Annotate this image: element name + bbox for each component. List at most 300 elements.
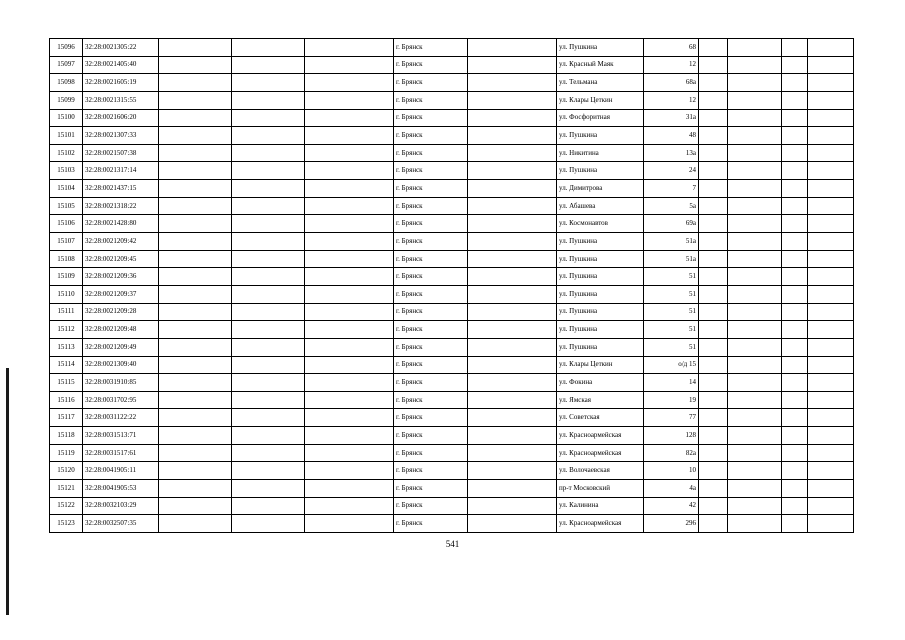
- empty-cell: [305, 497, 394, 515]
- empty-cell: [159, 391, 232, 409]
- empty-cell: [728, 515, 782, 533]
- row-number-cell: 15097: [50, 56, 83, 74]
- empty-cell: [782, 268, 808, 286]
- empty-cell: [232, 268, 305, 286]
- street-cell: ул. Пушкина: [557, 285, 644, 303]
- row-number-cell: 15115: [50, 374, 83, 392]
- empty-cell: [468, 74, 557, 92]
- empty-cell: [468, 127, 557, 145]
- empty-cell: [468, 250, 557, 268]
- table-row: [50, 74, 854, 92]
- cadastral-number-cell: 32:28:0021209:49: [83, 338, 159, 356]
- empty-cell: [305, 197, 394, 215]
- empty-cell: [159, 497, 232, 515]
- row-number-cell: 15119: [50, 444, 83, 462]
- table-row: [50, 127, 854, 145]
- empty-cell: [808, 144, 854, 162]
- row-number-cell: 15121: [50, 480, 83, 498]
- city-cell: г. Брянск: [394, 74, 468, 92]
- empty-cell: [808, 91, 854, 109]
- empty-cell: [305, 374, 394, 392]
- city-cell: г. Брянск: [394, 338, 468, 356]
- empty-cell: [468, 215, 557, 233]
- city-cell: г. Брянск: [394, 497, 468, 515]
- empty-cell: [808, 462, 854, 480]
- cadastral-number-cell: 32:28:0021209:45: [83, 250, 159, 268]
- cadastral-number-cell: 32:28:0021405:40: [83, 56, 159, 74]
- row-number-cell: 15104: [50, 180, 83, 198]
- row-number-cell: 15118: [50, 427, 83, 445]
- house-number-cell: 77: [644, 409, 699, 427]
- empty-cell: [159, 374, 232, 392]
- empty-cell: [782, 497, 808, 515]
- empty-cell: [808, 356, 854, 374]
- empty-cell: [159, 109, 232, 127]
- empty-cell: [808, 338, 854, 356]
- table-row: [50, 162, 854, 180]
- empty-cell: [782, 321, 808, 339]
- city-cell: г. Брянск: [394, 444, 468, 462]
- empty-cell: [305, 144, 394, 162]
- cadastral-number-cell: 32:28:0041905:11: [83, 462, 159, 480]
- empty-cell: [305, 480, 394, 498]
- cadastral-number-cell: 32:28:0021209:28: [83, 303, 159, 321]
- empty-cell: [305, 427, 394, 445]
- cadastral-number-cell: 32:28:0031910:85: [83, 374, 159, 392]
- empty-cell: [468, 268, 557, 286]
- empty-cell: [468, 338, 557, 356]
- row-number-cell: 15106: [50, 215, 83, 233]
- empty-cell: [468, 39, 557, 57]
- row-number-cell: 15112: [50, 321, 83, 339]
- empty-cell: [468, 409, 557, 427]
- city-cell: г. Брянск: [394, 162, 468, 180]
- empty-cell: [159, 56, 232, 74]
- table-row: [50, 427, 854, 445]
- street-cell: ул. Пушкина: [557, 250, 644, 268]
- city-cell: г. Брянск: [394, 409, 468, 427]
- empty-cell: [468, 444, 557, 462]
- empty-cell: [305, 91, 394, 109]
- empty-cell: [782, 374, 808, 392]
- table-row: [50, 321, 854, 339]
- cadastral-number-cell: 32:28:0021317:14: [83, 162, 159, 180]
- empty-cell: [305, 515, 394, 533]
- empty-cell: [808, 250, 854, 268]
- cadastral-number-cell: 32:28:0031513:71: [83, 427, 159, 445]
- table-row: [50, 215, 854, 233]
- empty-cell: [782, 197, 808, 215]
- empty-cell: [699, 250, 728, 268]
- empty-cell: [305, 233, 394, 251]
- empty-cell: [232, 444, 305, 462]
- empty-cell: [808, 409, 854, 427]
- empty-cell: [468, 391, 557, 409]
- cadastral-number-cell: 32:28:0021428:80: [83, 215, 159, 233]
- cadastral-number-cell: 32:28:0021318:22: [83, 197, 159, 215]
- empty-cell: [699, 444, 728, 462]
- empty-cell: [728, 427, 782, 445]
- empty-cell: [159, 285, 232, 303]
- empty-cell: [232, 74, 305, 92]
- empty-cell: [699, 56, 728, 74]
- house-number-cell: 13а: [644, 144, 699, 162]
- cadastral-number-cell: 32:28:0031122:22: [83, 409, 159, 427]
- table-row: [50, 497, 854, 515]
- empty-cell: [699, 427, 728, 445]
- house-number-cell: о/д 15: [644, 356, 699, 374]
- empty-cell: [159, 91, 232, 109]
- cadastral-number-cell: 32:28:0031702:95: [83, 391, 159, 409]
- empty-cell: [782, 39, 808, 57]
- empty-cell: [728, 462, 782, 480]
- empty-cell: [728, 180, 782, 198]
- row-number-cell: 15100: [50, 109, 83, 127]
- street-cell: ул. Пушкина: [557, 268, 644, 286]
- empty-cell: [699, 109, 728, 127]
- row-number-cell: 15099: [50, 91, 83, 109]
- cadastral-number-cell: 32:28:0032103:29: [83, 497, 159, 515]
- city-cell: г. Брянск: [394, 39, 468, 57]
- empty-cell: [728, 285, 782, 303]
- empty-cell: [232, 480, 305, 498]
- empty-cell: [468, 197, 557, 215]
- street-cell: пр-т Московский: [557, 480, 644, 498]
- table-row: [50, 197, 854, 215]
- cadastral-number-cell: 32:28:0021507:38: [83, 144, 159, 162]
- empty-cell: [699, 215, 728, 233]
- empty-cell: [808, 515, 854, 533]
- table-row: [50, 356, 854, 374]
- empty-cell: [808, 480, 854, 498]
- table-row: [50, 374, 854, 392]
- empty-cell: [782, 250, 808, 268]
- empty-cell: [782, 233, 808, 251]
- city-cell: г. Брянск: [394, 515, 468, 533]
- house-number-cell: 10: [644, 462, 699, 480]
- street-cell: ул. Космонавтов: [557, 215, 644, 233]
- empty-cell: [728, 162, 782, 180]
- city-cell: г. Брянск: [394, 91, 468, 109]
- street-cell: ул. Клары Цеткин: [557, 356, 644, 374]
- scan-edge-mark: [6, 368, 9, 615]
- empty-cell: [305, 127, 394, 145]
- empty-cell: [728, 497, 782, 515]
- empty-cell: [699, 480, 728, 498]
- empty-cell: [808, 497, 854, 515]
- empty-cell: [232, 215, 305, 233]
- house-number-cell: 296: [644, 515, 699, 533]
- empty-cell: [232, 356, 305, 374]
- empty-cell: [782, 338, 808, 356]
- table-row: [50, 250, 854, 268]
- cadastral-number-cell: 32:28:0031517:61: [83, 444, 159, 462]
- house-number-cell: 48: [644, 127, 699, 145]
- empty-cell: [699, 321, 728, 339]
- house-number-cell: 12: [644, 91, 699, 109]
- city-cell: г. Брянск: [394, 356, 468, 374]
- table-row: [50, 233, 854, 251]
- empty-cell: [699, 144, 728, 162]
- table-row: [50, 409, 854, 427]
- empty-cell: [159, 180, 232, 198]
- empty-cell: [305, 356, 394, 374]
- row-number-cell: 15114: [50, 356, 83, 374]
- empty-cell: [159, 303, 232, 321]
- street-cell: ул. Калинина: [557, 497, 644, 515]
- empty-cell: [782, 515, 808, 533]
- row-number-cell: 15111: [50, 303, 83, 321]
- empty-cell: [468, 321, 557, 339]
- empty-cell: [699, 374, 728, 392]
- street-cell: ул. Советская: [557, 409, 644, 427]
- empty-cell: [808, 374, 854, 392]
- empty-cell: [159, 356, 232, 374]
- cadastral-number-cell: 32:28:0021606:20: [83, 109, 159, 127]
- empty-cell: [305, 162, 394, 180]
- table-row: [50, 391, 854, 409]
- empty-cell: [159, 144, 232, 162]
- city-cell: г. Брянск: [394, 268, 468, 286]
- city-cell: г. Брянск: [394, 391, 468, 409]
- empty-cell: [468, 480, 557, 498]
- row-number-cell: 15123: [50, 515, 83, 533]
- street-cell: ул. Пушкина: [557, 321, 644, 339]
- cadastral-number-cell: 32:28:0021305:22: [83, 39, 159, 57]
- empty-cell: [728, 303, 782, 321]
- empty-cell: [305, 391, 394, 409]
- cadastral-number-cell: 32:28:0021437:15: [83, 180, 159, 198]
- empty-cell: [808, 74, 854, 92]
- row-number-cell: 15102: [50, 144, 83, 162]
- empty-cell: [782, 91, 808, 109]
- empty-cell: [808, 56, 854, 74]
- city-cell: г. Брянск: [394, 285, 468, 303]
- empty-cell: [305, 250, 394, 268]
- empty-cell: [728, 268, 782, 286]
- street-cell: ул. Красный Маяк: [557, 56, 644, 74]
- table-row: [50, 303, 854, 321]
- empty-cell: [159, 427, 232, 445]
- table-row: [50, 56, 854, 74]
- empty-cell: [699, 180, 728, 198]
- empty-cell: [468, 56, 557, 74]
- empty-cell: [699, 233, 728, 251]
- empty-cell: [159, 215, 232, 233]
- empty-cell: [782, 444, 808, 462]
- empty-cell: [232, 374, 305, 392]
- street-cell: ул. Пушкина: [557, 127, 644, 145]
- empty-cell: [468, 144, 557, 162]
- empty-cell: [728, 444, 782, 462]
- empty-cell: [232, 285, 305, 303]
- empty-cell: [468, 285, 557, 303]
- cadastral-number-cell: 32:28:0021209:36: [83, 268, 159, 286]
- empty-cell: [699, 462, 728, 480]
- empty-cell: [699, 285, 728, 303]
- empty-cell: [305, 303, 394, 321]
- street-cell: ул. Абашева: [557, 197, 644, 215]
- street-cell: ул. Димитрова: [557, 180, 644, 198]
- empty-cell: [782, 127, 808, 145]
- empty-cell: [468, 515, 557, 533]
- house-number-cell: 51: [644, 303, 699, 321]
- house-number-cell: 24: [644, 162, 699, 180]
- empty-cell: [159, 39, 232, 57]
- house-number-cell: 68а: [644, 74, 699, 92]
- city-cell: г. Брянск: [394, 180, 468, 198]
- register-table-body: [50, 39, 854, 533]
- empty-cell: [159, 321, 232, 339]
- empty-cell: [232, 497, 305, 515]
- empty-cell: [782, 162, 808, 180]
- empty-cell: [232, 391, 305, 409]
- empty-cell: [159, 444, 232, 462]
- empty-cell: [808, 127, 854, 145]
- street-cell: ул. Пушкина: [557, 39, 644, 57]
- city-cell: г. Брянск: [394, 374, 468, 392]
- row-number-cell: 15113: [50, 338, 83, 356]
- house-number-cell: 42: [644, 497, 699, 515]
- street-cell: ул. Красноармейская: [557, 444, 644, 462]
- empty-cell: [232, 233, 305, 251]
- empty-cell: [782, 180, 808, 198]
- empty-cell: [232, 409, 305, 427]
- empty-cell: [782, 56, 808, 74]
- city-cell: г. Брянск: [394, 480, 468, 498]
- cadastral-number-cell: 32:28:0021315:55: [83, 91, 159, 109]
- house-number-cell: 19: [644, 391, 699, 409]
- empty-cell: [808, 39, 854, 57]
- empty-cell: [305, 444, 394, 462]
- row-number-cell: 15098: [50, 74, 83, 92]
- row-number-cell: 15107: [50, 233, 83, 251]
- register-table: [49, 38, 854, 533]
- table-row: [50, 515, 854, 533]
- house-number-cell: 69а: [644, 215, 699, 233]
- empty-cell: [728, 144, 782, 162]
- row-number-cell: 15122: [50, 497, 83, 515]
- house-number-cell: 51а: [644, 233, 699, 251]
- table-row: [50, 39, 854, 57]
- street-cell: ул. Пушкина: [557, 303, 644, 321]
- street-cell: ул. Фосфоритная: [557, 109, 644, 127]
- empty-cell: [232, 39, 305, 57]
- house-number-cell: 12: [644, 56, 699, 74]
- street-cell: ул. Красноармейская: [557, 427, 644, 445]
- empty-cell: [232, 462, 305, 480]
- table-row: [50, 338, 854, 356]
- empty-cell: [699, 39, 728, 57]
- table-row: [50, 144, 854, 162]
- empty-cell: [808, 303, 854, 321]
- empty-cell: [232, 91, 305, 109]
- house-number-cell: 5а: [644, 197, 699, 215]
- empty-cell: [728, 197, 782, 215]
- empty-cell: [468, 427, 557, 445]
- empty-cell: [468, 497, 557, 515]
- empty-cell: [159, 515, 232, 533]
- row-number-cell: 15110: [50, 285, 83, 303]
- empty-cell: [808, 233, 854, 251]
- city-cell: г. Брянск: [394, 215, 468, 233]
- empty-cell: [808, 215, 854, 233]
- street-cell: ул. Красноармейская: [557, 515, 644, 533]
- table-row: [50, 285, 854, 303]
- city-cell: г. Брянск: [394, 233, 468, 251]
- empty-cell: [699, 91, 728, 109]
- empty-cell: [305, 409, 394, 427]
- house-number-cell: 7: [644, 180, 699, 198]
- row-number-cell: 15105: [50, 197, 83, 215]
- table-row: [50, 268, 854, 286]
- row-number-cell: 15108: [50, 250, 83, 268]
- empty-cell: [232, 127, 305, 145]
- empty-cell: [468, 180, 557, 198]
- empty-cell: [782, 427, 808, 445]
- row-number-cell: 15116: [50, 391, 83, 409]
- empty-cell: [232, 109, 305, 127]
- empty-cell: [232, 250, 305, 268]
- empty-cell: [728, 109, 782, 127]
- empty-cell: [728, 127, 782, 145]
- street-cell: ул. Пушкина: [557, 233, 644, 251]
- empty-cell: [808, 109, 854, 127]
- empty-cell: [159, 268, 232, 286]
- empty-cell: [468, 303, 557, 321]
- empty-cell: [468, 462, 557, 480]
- empty-cell: [782, 144, 808, 162]
- empty-cell: [305, 268, 394, 286]
- empty-cell: [468, 91, 557, 109]
- empty-cell: [232, 180, 305, 198]
- empty-cell: [159, 162, 232, 180]
- street-cell: ул. Фокина: [557, 374, 644, 392]
- empty-cell: [782, 285, 808, 303]
- cadastral-number-cell: 32:28:0041905:53: [83, 480, 159, 498]
- table-row: [50, 462, 854, 480]
- empty-cell: [468, 374, 557, 392]
- empty-cell: [699, 162, 728, 180]
- empty-cell: [468, 233, 557, 251]
- house-number-cell: 4а: [644, 480, 699, 498]
- empty-cell: [468, 109, 557, 127]
- city-cell: г. Брянск: [394, 144, 468, 162]
- city-cell: г. Брянск: [394, 127, 468, 145]
- empty-cell: [728, 74, 782, 92]
- house-number-cell: 51: [644, 338, 699, 356]
- city-cell: г. Брянск: [394, 462, 468, 480]
- city-cell: г. Брянск: [394, 109, 468, 127]
- house-number-cell: 14: [644, 374, 699, 392]
- empty-cell: [728, 374, 782, 392]
- cadastral-number-cell: 32:28:0021605:19: [83, 74, 159, 92]
- city-cell: г. Брянск: [394, 197, 468, 215]
- city-cell: г. Брянск: [394, 303, 468, 321]
- empty-cell: [782, 462, 808, 480]
- street-cell: ул. Клары Цеткин: [557, 91, 644, 109]
- empty-cell: [728, 215, 782, 233]
- empty-cell: [159, 338, 232, 356]
- empty-cell: [699, 497, 728, 515]
- empty-cell: [699, 303, 728, 321]
- city-cell: г. Брянск: [394, 250, 468, 268]
- empty-cell: [305, 56, 394, 74]
- empty-cell: [808, 444, 854, 462]
- empty-cell: [728, 391, 782, 409]
- empty-cell: [808, 391, 854, 409]
- empty-cell: [468, 356, 557, 374]
